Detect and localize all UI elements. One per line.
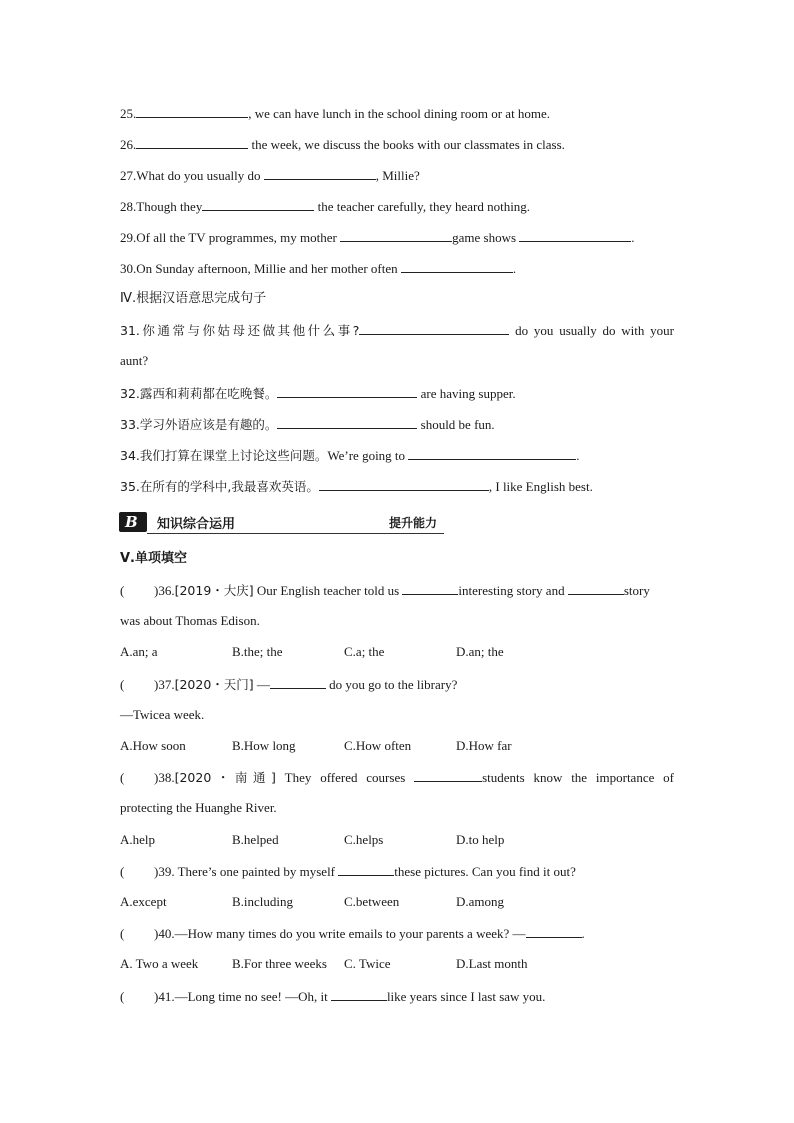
answer-blank[interactable]	[319, 478, 489, 491]
option-d[interactable]: D.How far	[456, 738, 512, 753]
option-c[interactable]: C.How often	[344, 738, 412, 753]
section-b-title: 知识综合运用	[157, 517, 236, 532]
option-c[interactable]: C.a; the	[344, 644, 385, 659]
option-d[interactable]: D.to help	[456, 832, 505, 847]
question-32: 32.露西和莉莉都在吃晚餐。 are having supper.	[120, 386, 516, 401]
option-c[interactable]: C. Twice	[344, 956, 391, 971]
answer-blank[interactable]	[136, 105, 248, 118]
option-b[interactable]: B.For three weeks	[232, 956, 327, 971]
question-29: 29.Of all the TV programmes, my mother game shows .	[120, 230, 635, 245]
question-41: ( )41.—Long time no see! —Oh, it like years since I last saw you.	[120, 989, 546, 1004]
question-39-options	[120, 894, 680, 910]
question-33: 33.学习外语应该是有趣的。 should be fun.	[120, 417, 495, 432]
option-b[interactable]: B.helped	[232, 832, 279, 847]
option-a[interactable]: A.help	[120, 832, 156, 847]
answer-blank[interactable]	[568, 582, 624, 595]
question-40: ( )40.—How many times do you write emails to your parents a week? — .	[120, 926, 585, 941]
question-36: ( )36.[2019・大庆] Our English teacher told us interesting story and story	[120, 583, 650, 598]
option-a[interactable]: A.an; a	[120, 644, 158, 659]
question-38-options	[120, 832, 680, 848]
section-b-subtitle: 提升能力	[389, 516, 438, 530]
option-a[interactable]: A.except	[120, 894, 167, 909]
section-heading-4: Ⅳ.根据汉语意思完成句子	[120, 291, 267, 306]
question-30: 30.On Sunday afternoon, Millie and her mother often .	[120, 261, 517, 276]
question-38-continued: protecting the Huanghe River.	[120, 800, 277, 815]
answer-blank[interactable]	[526, 925, 582, 938]
section-b-banner	[119, 510, 444, 534]
question-39: ( )39. There’s one painted by myself these pictures. Can you find it out?	[120, 864, 576, 879]
question-36-options	[120, 644, 680, 660]
question-31-continued: aunt?	[120, 353, 149, 368]
option-a[interactable]: A. Two a week	[120, 956, 199, 971]
option-d[interactable]: D.among	[456, 894, 505, 909]
section-b-divider	[147, 533, 444, 534]
answer-blank[interactable]	[408, 447, 576, 460]
question-34: 34.我们打算在课堂上讨论这些问题。We’re going to .	[120, 448, 580, 463]
option-b[interactable]: B.How long	[232, 738, 296, 753]
answer-blank[interactable]	[136, 136, 248, 149]
option-a[interactable]: A.How soon	[120, 738, 186, 753]
question-31: 31.你通常与你姑母还做其他什么事? do you usually do with your	[120, 323, 675, 338]
question-38: ( )38.[2020・南通] They offered courses students know the importance of	[120, 770, 674, 785]
section-heading-5: Ⅴ.单项填空	[120, 551, 187, 566]
option-b[interactable]: B.the; the	[232, 644, 283, 659]
answer-blank[interactable]	[401, 260, 513, 273]
answer-blank[interactable]	[277, 385, 417, 398]
option-d[interactable]: D.Last month	[456, 956, 528, 971]
answer-blank[interactable]	[270, 676, 326, 689]
answer-blank[interactable]	[359, 322, 509, 335]
answer-blank[interactable]	[331, 988, 387, 1001]
question-28: 28.Though they the teacher carefully, they heard nothing.	[120, 199, 531, 214]
option-b[interactable]: B.including	[232, 894, 294, 909]
option-c[interactable]: C.helps	[344, 832, 384, 847]
question-37: ( )37.[2020・天门] — do you go to the library?	[120, 677, 458, 692]
answer-blank[interactable]	[264, 167, 376, 180]
answer-blank[interactable]	[340, 229, 452, 242]
question-35: 35.在所有的学科中,我最喜欢英语。 , I like English best.	[120, 479, 593, 494]
question-40-options	[120, 956, 680, 972]
answer-blank[interactable]	[519, 229, 631, 242]
question-25: 25. , we can have lunch in the school dining room or at home.	[120, 106, 551, 121]
question-27: 27.What do you usually do , Millie?	[120, 168, 420, 183]
option-c[interactable]: C.between	[344, 894, 400, 909]
answer-blank[interactable]	[202, 198, 314, 211]
question-36-continued: was about Thomas Edison.	[120, 613, 260, 628]
question-37-answer: —Twicea week.	[120, 707, 205, 722]
answer-blank[interactable]	[338, 863, 394, 876]
option-d[interactable]: D.an; the	[456, 644, 504, 659]
answer-blank[interactable]	[277, 416, 417, 429]
answer-blank[interactable]	[402, 582, 458, 595]
answer-blank[interactable]	[414, 769, 482, 782]
section-b-badge: B	[119, 512, 147, 532]
question-26: 26. the week, we discuss the books with our classmates in class.	[120, 137, 565, 152]
question-37-options	[120, 738, 680, 754]
